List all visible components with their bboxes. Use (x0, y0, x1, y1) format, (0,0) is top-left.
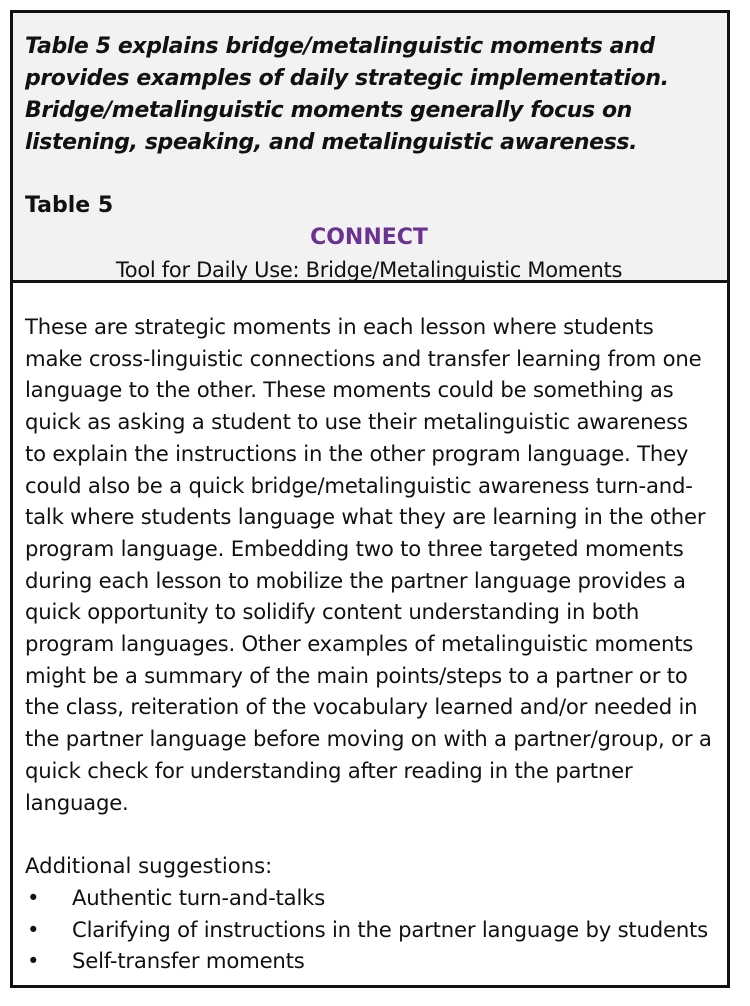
tool-subtitle: Tool for Daily Use: Bridge/Metalinguistic Moments (115, 258, 623, 282)
list-item (25, 914, 713, 946)
bullet-icon: • (27, 916, 40, 942)
intro-text: Table 5 explains bridge/metalinguistic moments and provides examples of daily strategic implementation. Bridge/metalinguistic moments generally focus on listening, speaking, and metalinguistic awareness. (25, 34, 669, 155)
connect-title: CONNECT (310, 225, 428, 250)
table-body (13, 283, 727, 977)
suggestions-list (25, 882, 713, 977)
list-item (25, 945, 713, 977)
list-item (25, 882, 713, 914)
suggestions-title: Additional suggestions: (25, 853, 273, 879)
bullet-icon: • (27, 948, 40, 974)
suggestion-text: Clarifying of instructions in the partner language by students (72, 916, 709, 942)
table-label: Table 5 (25, 193, 114, 218)
table-header (13, 13, 727, 283)
description-paragraph: These are strategic moments in each lesson where students make cross-linguistic connections and transfer learning from one language to the other. These moments could be something as quick as asking a student to use their metalinguistic awareness to explain the instructions in the other program language. They could also be a quick bridge/metalinguistic awareness turn-and-talk where students language what they are learning in the other program language. Embedding two to three targeted moments during each lesson to mobilize the partner language provides a quick opportunity to solidify content understanding in both program languages. Other examples of metalinguistic moments might be a summary of the main points/steps to a partner or to the class, reiteration of the vocabulary learned and/or needed in the partner language before moving on with a partner/group, or a quick check for understanding after reading in the partner language. (25, 314, 712, 815)
connect-table-card (10, 10, 730, 988)
suggestion-text: Authentic turn-and-talks (72, 884, 326, 910)
bullet-icon: • (27, 884, 40, 910)
suggestion-text: Self-transfer moments (72, 948, 305, 974)
